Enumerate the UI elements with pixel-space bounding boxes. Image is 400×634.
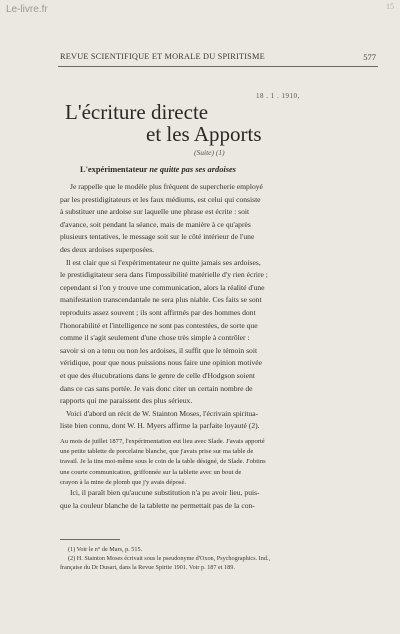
header-rule <box>58 66 378 67</box>
body-line: comme il s'agit seulement d'une chose très simple à contrôler : <box>60 333 250 343</box>
body-line: d'avance, soit pendant la séance, mais de manière à ce qu'après <box>60 219 251 229</box>
body-line: liste bien connu, dont W. H. Myers affirme la parfaite loyauté (2). <box>60 421 260 431</box>
body-line: rapports qui me paraissent des plus sérieux. <box>60 396 193 406</box>
footnote-line: française du Dr Dusart, dans la Revue Spirite 1901. Voir p. 187 et 189. <box>60 564 235 571</box>
section-heading-start: L'expérimentateur <box>80 165 150 174</box>
body-line: une petite tablette de porcelaine blanche, que j'avais prise sur ma table de <box>60 448 254 456</box>
suite-text: (Suite) (1) <box>194 148 225 157</box>
article-title-line-1: L'écriture directe <box>65 100 209 124</box>
body-line: le prestidigitateur sera dans l'impossibilité matérielle d'y rien écrire ; <box>60 270 268 280</box>
body-line: Il est clair que si l'expérimentateur ne quitte jamais ses ardoises, <box>66 257 261 267</box>
article-suite-note <box>194 148 225 157</box>
body-line: Je rappelle que le modèle plus fréquent de supercherie employé <box>70 182 263 191</box>
body-line: une courte communication, griffonnée sur la tablette avec un bout de <box>60 468 242 476</box>
body-line: que la couleur blanche de la tablette ne permettait pas de la con- <box>60 500 255 510</box>
footnote-line: (1) Voir le n° de Mars, p. 515. <box>68 546 143 553</box>
body-line: travail. Je la tins moi-même sous le coin de la table désigné, de Slade. J'obtins <box>60 458 266 466</box>
section-heading-emphasis: ne quitte pas ses ardoises <box>149 165 236 174</box>
body-line: des deux ardoises superposées. <box>60 245 155 254</box>
body-line: véridique, pour que nous puissions nous faire une opinion motivée <box>60 358 263 368</box>
article-title-line-2: et les Apports <box>146 122 262 146</box>
body-line: par les prestidigitateurs et les faux médiums, est celui qui consiste <box>60 194 261 204</box>
section-heading <box>80 165 236 174</box>
page-number: 577 <box>363 52 376 62</box>
body-line: à substituer une ardoise sur laquelle une phrase est écrite : soit <box>60 207 250 217</box>
body-line: crayon à la mine de plomb que j'y avais déposé. <box>60 478 187 486</box>
body-line: Ici, il paraît bien qu'aucune substitution n'a pu avoir lieu, puis- <box>70 488 260 497</box>
date-line: 18 . 1 . 1910, <box>256 92 300 100</box>
running-head-title: REVUE SCIENTIFIQUE ET MORALE DU SPIRITISME <box>60 52 265 61</box>
body-line: dans ce cas sans portée. Je vais donc citer un certain nombre de <box>60 383 253 393</box>
body-line: Voici d'abord un récit de W. Stainton Moses, l'écrivain spiritua- <box>66 408 259 418</box>
body-line: Au mois de juillet 1877, l'expérimentation eut lieu avec Slade. J'avais apporté <box>60 438 265 445</box>
running-head <box>60 52 376 66</box>
watermark-text: Le-livre.fr <box>6 4 48 15</box>
body-line: et que des élucubrations dans le genre de celle d'Hodgson soient <box>60 371 255 380</box>
footnote-line: (2) H. Stainton Moses écrivait sous le pseudonyme d'Oxon, Psychographics. Ind., <box>68 555 271 562</box>
body-line: reproduits assez souvent ; ils sont affirmés par des hommes dont <box>60 308 256 317</box>
body-line: manifestation transcendantale ne sera plus niable. Ces faits se sont <box>60 295 262 305</box>
body-line: cependant si l'on y trouve une communication, alors la réalité d'une <box>60 282 265 292</box>
corner-mark: 15 <box>386 2 394 11</box>
body-line: l'honorabilité et l'intelligence ne sont pas contestées, de sorte que <box>60 320 258 330</box>
body-line: plusieurs tentatives, le message soit sur le côté intérieur de l'une <box>60 232 255 242</box>
footnote-rule <box>60 539 120 540</box>
body-line: savoir si on a tenu ou non les ardoises, il suffit que le témoin soit <box>60 345 258 355</box>
